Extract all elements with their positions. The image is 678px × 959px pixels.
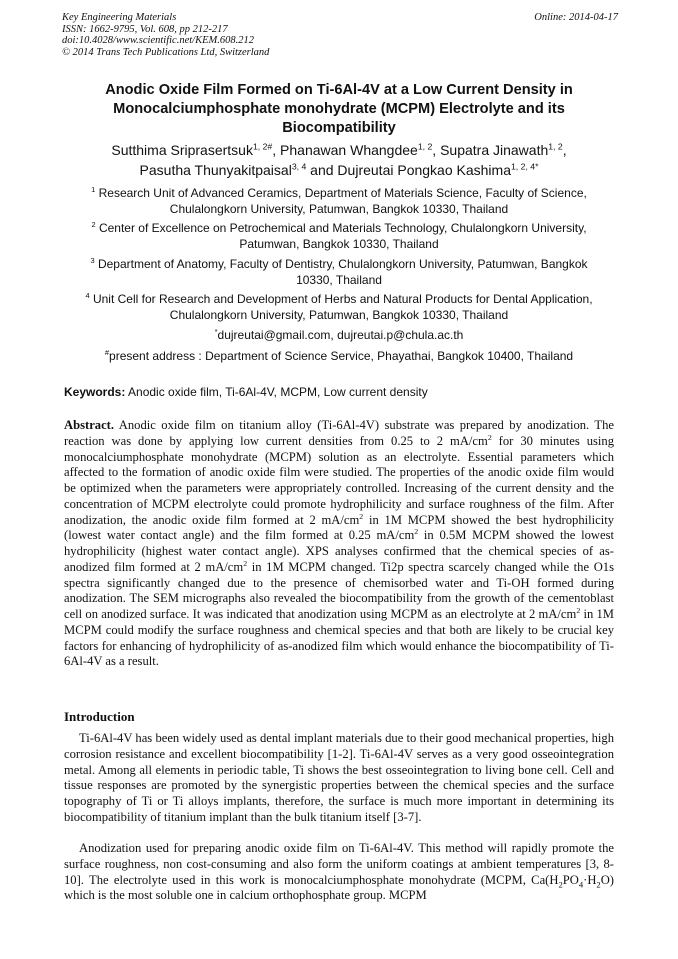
journal-header	[62, 12, 618, 58]
intro-paragraph-2	[64, 841, 614, 904]
affiliation-number: 4	[85, 291, 90, 300]
affiliation-text: Unit Cell for Research and Development of Herbs and Natural Products for Dental Application,	[89, 292, 593, 306]
affiliation-number: 2	[91, 220, 96, 229]
author-name: , Supatra Jinawath	[432, 142, 549, 158]
online-date: Online: 2014-04-17	[534, 12, 618, 23]
issn: ISSN: 1662-9795, Vol. 608, pp 212-217	[62, 23, 228, 35]
corresponding-email	[62, 327, 616, 343]
paragraph-text: O) which is the most soluble one in calcium orthophosphate group. MCPM	[64, 872, 614, 903]
abstract-text: Anodic oxide film on titanium alloy (Ti-6Al-4V) substrate was prepared by anodization. The reaction was done by applying low current densities from 0.25 to 2 mA/cm	[64, 418, 614, 448]
paragraph-text: ·H	[583, 872, 597, 887]
author-line	[60, 161, 618, 181]
affiliation-2	[62, 220, 616, 252]
keywords-label: Keywords:	[64, 385, 126, 399]
superscript: 2	[359, 511, 364, 521]
affiliation-number: 3	[90, 256, 95, 265]
affiliation-1	[62, 185, 616, 217]
author-name: Sutthima Sriprasertsuk	[111, 142, 253, 158]
author-affil-mark: 1, 2, 4*	[510, 160, 539, 171]
superscript: 2	[414, 527, 419, 537]
affiliation-line	[62, 220, 616, 236]
affiliation-text: Research Unit of Advanced Ceramics, Department of Materials Science, Faculty of Science,	[95, 186, 587, 200]
title-line: Biocompatibility	[282, 120, 396, 136]
abstract-label: Abstract.	[64, 418, 115, 432]
affiliation-text: Center of Excellence on Petrochemical and Materials Technology, Chulalongkorn University,	[95, 221, 587, 235]
abstract-text: for 30 minutes using monocalciumphosphate monohydrate (MCPM) solution as an electrolyte. Essential parameters which affected to the formation of anodic oxide film were studied. The properties of the anodic oxide film would be optimized when the parameters were appropriately controlled. Increasing of the current density and the concentration of MCPM electrolyte could promote hydrophilicity and surface roughness of the film. After anodization, the anodic oxide film formed at 2 mA/cm	[64, 433, 615, 527]
subscript: 2	[558, 879, 563, 890]
affiliation-line	[62, 185, 616, 201]
affiliation-text: 10330, Thailand	[296, 273, 382, 287]
email-mark: *	[214, 327, 218, 336]
affiliation-line	[62, 256, 616, 272]
superscript: 2	[487, 432, 492, 442]
abstract-text: in 1M MCPM changed. Ti2p spectra scarcely changed while the O1s spectra significantly changed due to the presence of chemisorbed water and Ti-OH formed during anodization. The SEM micrographs also revealed the biocompatibility from the growth of the cementoblast cell on anodized surface. It was indicated that anodization using MCPM as an electrolyte at 2 mA/cm	[64, 559, 614, 621]
subscript: 4	[578, 879, 584, 890]
superscript: 2	[576, 605, 581, 615]
section-heading-introduction: Introduction	[64, 709, 135, 724]
affiliation-number: 1	[91, 185, 96, 194]
present-address-text: present address : Department of Science Service, Phayathai, Bangkok 10400, Thailand	[109, 349, 574, 363]
abstract-text: in 0.5M MCPM showed the lowest hydrophilicity (highest water contact angle). XPS analyses confirmed that the chemical species of as-anodized film formed at 2 mA/cm	[64, 528, 614, 574]
present-address	[62, 348, 616, 364]
present-address-mark: #	[104, 348, 110, 357]
abstract	[64, 418, 614, 670]
intro-paragraph-1: Ti-6Al-4V has been widely used as dental implant materials due to their good mechanical properties, high corrosion resistance and excellent biocompatibility [1-2]. Ti-6Al-4V serves as a very good osseointegration metal. Among all elements in periodic table, Ti shows the best osseointegration to living bone cell. Cell and tissue responses are promoted by the synergistic properties between the chemical species and the surface topography of Ti or Ti alloys implants, therefore, the surface is much more important in determining its biocompatibility of titanium implant than the bulk titanium itself [3-7].	[64, 731, 614, 824]
paper-title	[64, 81, 614, 138]
author-affil-mark: 3, 4	[291, 160, 307, 171]
affiliation-4	[62, 291, 616, 323]
abstract-text: in 1M MCPM showed the best hydrophilicity (lowest water contact angle) and the film formed at 0.25 mA/cm	[64, 512, 614, 543]
affiliation-text: Patumwan, Bangkok 10330, Thailand	[239, 237, 439, 251]
author-name: , Phanawan Whangdee	[272, 142, 418, 158]
doi: doi:10.4028/www.scientific.net/KEM.608.212	[62, 35, 254, 47]
author-list	[60, 141, 618, 180]
title-line: Anodic Oxide Film Formed on Ti-6Al-4V at a Low Current Density in	[105, 82, 573, 98]
subscript: 2	[596, 879, 601, 890]
author-affil-mark: 1, 2	[417, 141, 433, 152]
superscript: 2	[243, 558, 248, 568]
journal-name: Key Engineering Materials	[62, 12, 177, 23]
copyright: © 2014 Trans Tech Publications Ltd, Switzerland	[62, 46, 270, 58]
author-separator: ,	[562, 142, 567, 158]
affiliation-text: Department of Anatomy, Faculty of Dentistry, Chulalongkorn University, Patumwan, Bangkok	[94, 257, 588, 271]
affiliation-text: Chulalongkorn University, Patumwan, Bangkok 10330, Thailand	[169, 202, 509, 216]
author-name: Pasutha Thunyakitpaisal	[139, 161, 292, 178]
keywords-text: Anodic oxide film, Ti-6Al-4V, MCPM, Low current density	[125, 385, 428, 399]
affiliation-text: Chulalongkorn University, Patumwan, Bangkok 10330, Thailand	[169, 308, 509, 322]
email-text: dujreutai@gmail.com, dujreutai.p@chula.ac.th	[217, 328, 464, 342]
author-affil-mark: 1, 2	[548, 141, 563, 152]
paragraph-text: Anodization used for preparing anodic oxide film on Ti-6Al-4V. This method will rapidly promote the surface roughness, non cost-consuming and also form the uniform coatings at ambient temperatures [3, 8-10]. The electrolyte used in this work is monocalciumphosphate monohydrate (MCPM, Ca(H	[64, 841, 614, 887]
affiliation-3	[62, 256, 616, 288]
abstract-text: in 1M MCPM could modify the surface roughness and chemical species and that both are likely to be crucial key factors for enhancing of hydrophilicity of as-anodized film which would enhance the biocompatibility of Ti-6Al-4V as a result.	[64, 607, 614, 669]
author-affil-mark: 1, 2#	[252, 141, 273, 152]
keywords	[64, 385, 614, 400]
author-line	[60, 141, 618, 161]
author-name: and Dujreutai Pongkao Kashima	[306, 161, 511, 178]
affiliation-line	[62, 291, 616, 307]
paragraph-text: PO	[562, 872, 579, 887]
title-line: Monocalciumphosphate monohydrate (MCPM) Electrolyte and its	[113, 101, 565, 117]
